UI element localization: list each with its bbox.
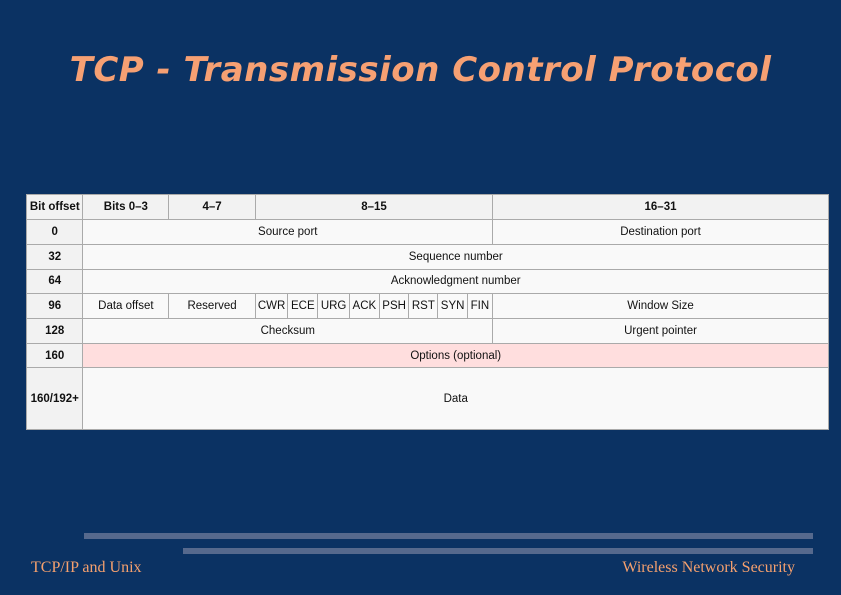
data-cell: Data bbox=[83, 368, 829, 430]
flag-cwr-cell: CWR bbox=[255, 294, 287, 319]
source-port-cell: Source port bbox=[83, 220, 493, 245]
table-row bbox=[27, 319, 829, 344]
footer-divider-lower bbox=[183, 548, 813, 554]
sequence-number-cell: Sequence number bbox=[83, 244, 829, 269]
offset-cell: 64 bbox=[27, 269, 83, 294]
window-size-cell: Window Size bbox=[493, 294, 829, 319]
offset-cell: 160/192+ bbox=[27, 368, 83, 430]
flag-ack-cell: ACK bbox=[349, 294, 379, 319]
options-cell: Options (optional) bbox=[83, 343, 829, 368]
flag-fin-cell: FIN bbox=[467, 294, 492, 319]
header-bits-8-15: 8–15 bbox=[255, 195, 492, 220]
footer-divider-upper bbox=[84, 533, 813, 539]
tcp-header-table bbox=[26, 194, 829, 430]
table-header-row bbox=[27, 195, 829, 220]
acknowledgment-number-cell: Acknowledgment number bbox=[83, 269, 829, 294]
header-bits-16-31: 16–31 bbox=[493, 195, 829, 220]
flag-ece-cell: ECE bbox=[288, 294, 318, 319]
footer-right-text: Wireless Network Security bbox=[622, 559, 795, 576]
reserved-cell: Reserved bbox=[169, 294, 256, 319]
table-row bbox=[27, 294, 829, 319]
checksum-cell: Checksum bbox=[83, 319, 493, 344]
table-row bbox=[27, 368, 829, 430]
table-row bbox=[27, 343, 829, 368]
slide-title: TCP - Transmission Control Protocol bbox=[69, 50, 772, 90]
flag-rst-cell: RST bbox=[409, 294, 438, 319]
offset-cell: 0 bbox=[27, 220, 83, 245]
offset-cell: 160 bbox=[27, 343, 83, 368]
header-bit-offset: Bit offset bbox=[27, 195, 83, 220]
footer-left-text: TCP/IP and Unix bbox=[31, 559, 142, 576]
flag-psh-cell: PSH bbox=[379, 294, 408, 319]
data-offset-cell: Data offset bbox=[83, 294, 169, 319]
destination-port-cell: Destination port bbox=[493, 220, 829, 245]
table-row bbox=[27, 244, 829, 269]
urgent-pointer-cell: Urgent pointer bbox=[493, 319, 829, 344]
header-bits-0-3: Bits 0–3 bbox=[83, 195, 169, 220]
table-row bbox=[27, 220, 829, 245]
flag-urg-cell: URG bbox=[318, 294, 349, 319]
offset-cell: 32 bbox=[27, 244, 83, 269]
offset-cell: 96 bbox=[27, 294, 83, 319]
header-bits-4-7: 4–7 bbox=[169, 195, 256, 220]
table-row bbox=[27, 269, 829, 294]
flag-syn-cell: SYN bbox=[438, 294, 467, 319]
offset-cell: 128 bbox=[27, 319, 83, 344]
